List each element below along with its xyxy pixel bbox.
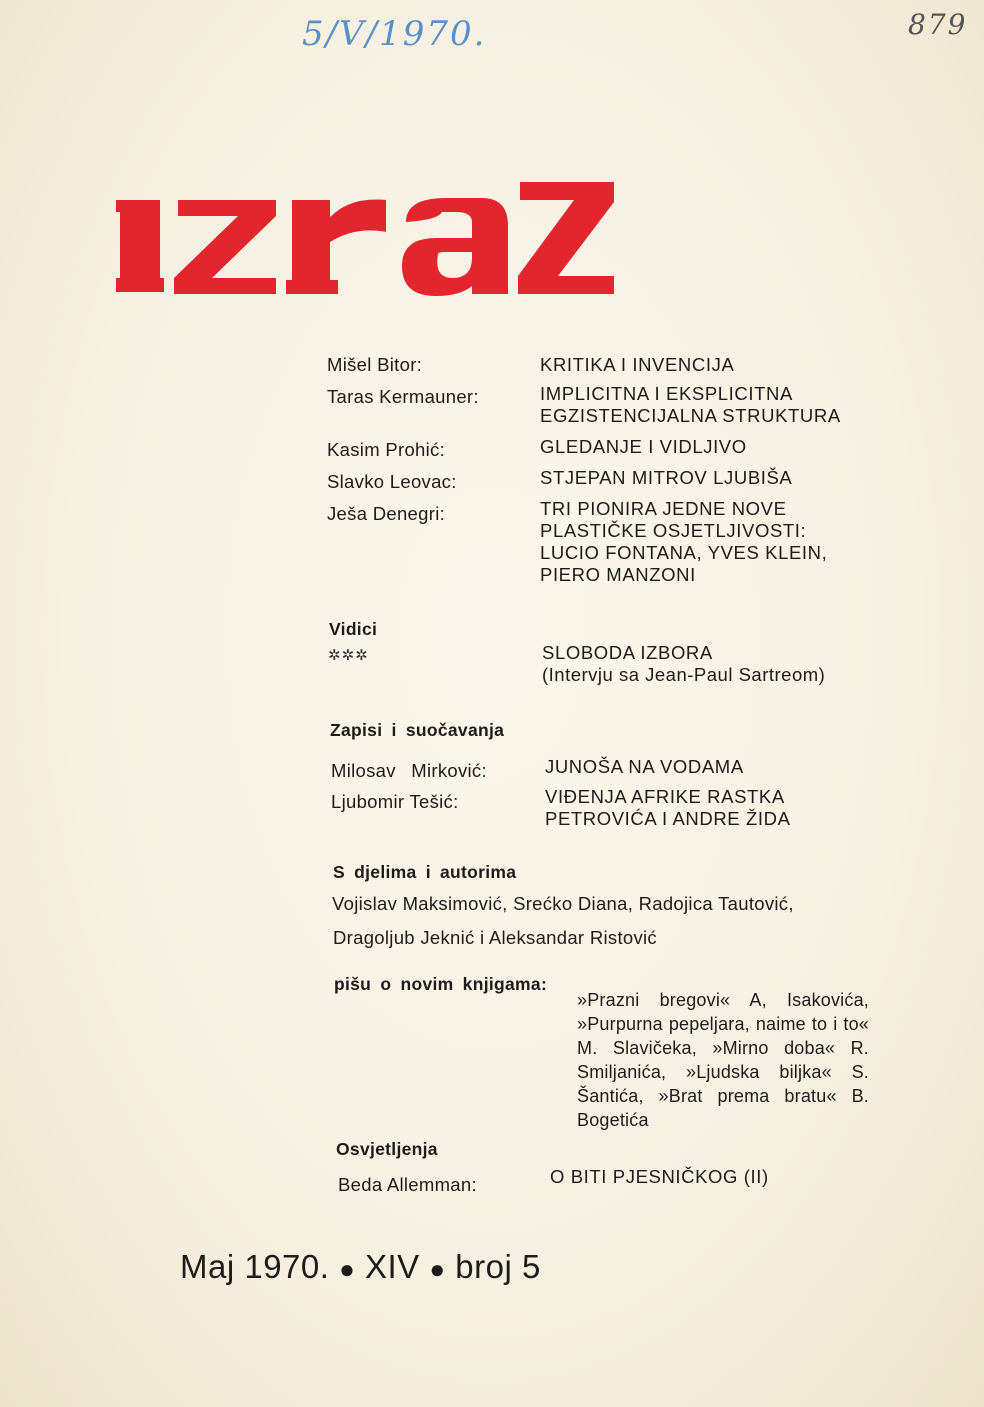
reviewers-line: Dragoljub Jeknić i Aleksandar Ristović — [333, 927, 657, 948]
article-subtitle: (Intervju sa Jean-Paul Sartreom) — [542, 664, 826, 685]
issue-volume: XIV — [365, 1248, 420, 1285]
contents-title — [540, 436, 747, 458]
article-title-line: PETROVIĆA I ANDRE ŽIDA — [545, 808, 791, 829]
bullet-icon: ● — [429, 1254, 446, 1284]
asterism-icon: ✲✲✲ — [328, 647, 369, 664]
author-name: Slavko Leovac: — [327, 471, 457, 492]
contents-title — [545, 786, 791, 830]
contents-entry — [327, 439, 445, 461]
article-title: O BITI PJESNIČKOG (II) — [550, 1166, 769, 1187]
article-title-line: TRI PIONIRA JEDNE NOVE — [540, 498, 787, 519]
contents-entry — [327, 503, 445, 525]
section-heading-osvjetljenja: Osvjetljenja — [336, 1139, 438, 1159]
contents-title — [540, 467, 792, 489]
section-heading-s-djelima: S djelima i autorima — [333, 862, 517, 882]
contents-title — [540, 498, 827, 586]
article-title-line: PLASTIČKE OSJETLJIVOSTI: — [540, 520, 807, 541]
author-name: Taras Kermauner: — [327, 386, 479, 407]
contents-entry — [331, 760, 487, 782]
issue-date: Maj 1970. — [180, 1248, 330, 1285]
article-title: KRITIKA I INVENCIJA — [540, 354, 735, 375]
contents-entry — [327, 471, 457, 493]
author-name: Kasim Prohić: — [327, 439, 446, 460]
contents-entry — [327, 386, 479, 408]
vidici-entry — [542, 642, 825, 686]
masthead-logo — [116, 182, 626, 302]
issue-number: broj 5 — [455, 1248, 541, 1285]
article-title-line: PIERO MANZONI — [540, 564, 696, 585]
article-title: SLOBODA IZBORA — [542, 642, 713, 663]
handwritten-date-note: 5/V/1970. — [302, 14, 487, 54]
section-heading-zapisi: Zapisi i suočavanja — [330, 720, 505, 740]
author-name: Mišel Bitor: — [327, 354, 423, 375]
author-name: Milosav Mirković: — [331, 760, 487, 781]
article-title-line: EGZISTENCIJALNA STRUKTURA — [540, 405, 841, 426]
reviewers-line: Vojislav Maksimović, Srećko Diana, Radojica Tautović, — [332, 893, 794, 914]
masthead-logo-graphic — [116, 182, 626, 302]
article-title-line: LUCIO FONTANA, YVES KLEIN, — [540, 542, 828, 563]
author-name: Ljubomir Tešić: — [331, 791, 459, 812]
contents-entry — [338, 1174, 477, 1196]
contents-entry — [331, 791, 459, 813]
article-title: STJEPAN MITROV LJUBIŠA — [540, 467, 793, 488]
section-heading-vidici: Vidici — [329, 619, 378, 639]
contents-title — [540, 383, 841, 427]
contents-title — [550, 1166, 769, 1188]
author-name: Beda Allemman: — [338, 1174, 477, 1195]
article-title-line: VIĐENJA AFRIKE RASTKA — [545, 786, 785, 807]
issue-footer — [180, 1248, 541, 1286]
books-heading: pišu o novim knjigama: — [334, 974, 548, 994]
reviewed-books-list: »Prazni bregovi« A, Isakovića, »Purpurna pepeljara, naime to i to« M. Slavičeka, »Mirno doba« R. Smiljanića, »Ljudska biljka« S. Šantića, »Brat prema bratu« B. Bogetića — [577, 990, 869, 1130]
handwritten-number-note: 879 — [908, 8, 968, 41]
author-name: Ješa Denegri: — [327, 503, 446, 524]
contents-title — [545, 756, 744, 778]
bullet-icon: ● — [339, 1254, 356, 1284]
article-title-line: IMPLICITNA I EKSPLICITNA — [540, 383, 793, 404]
article-title: JUNOŠA NA VODAMA — [545, 756, 744, 777]
article-title: GLEDANJE I VIDLJIVO — [540, 436, 747, 457]
